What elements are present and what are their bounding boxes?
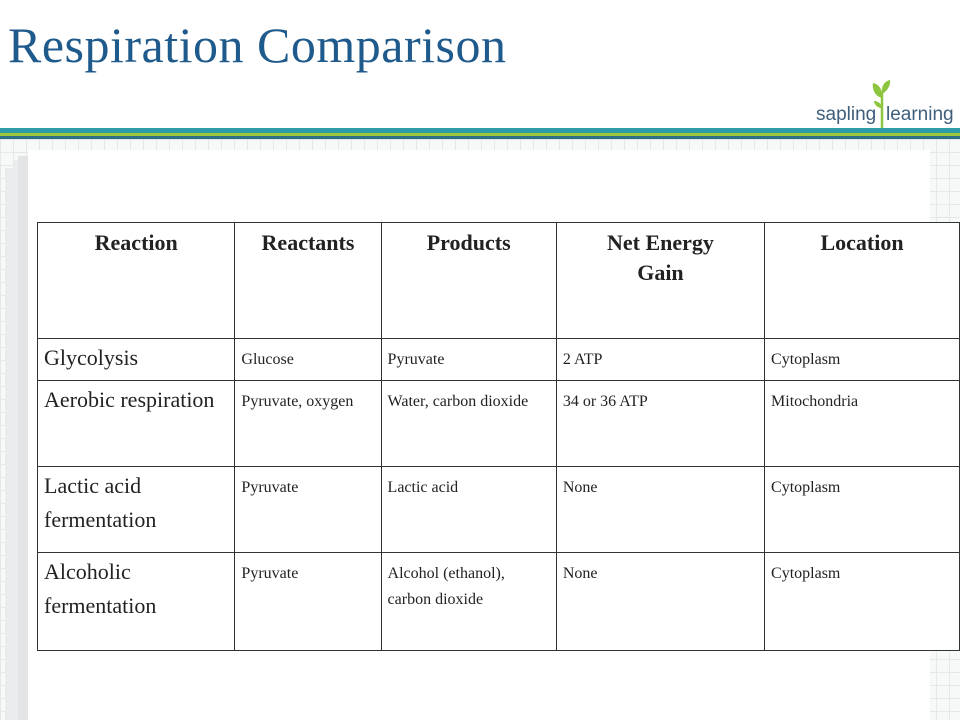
cell-reactants: Pyruvate	[235, 467, 381, 553]
cell-reactants: Pyruvate	[235, 553, 381, 651]
cell-location: Cytoplasm	[765, 339, 960, 381]
table-header-row	[38, 223, 960, 339]
table-row	[38, 467, 960, 553]
cell-reaction: Aerobic respiration	[38, 381, 235, 467]
cell-net-energy: 34 or 36 ATP	[556, 381, 764, 467]
cell-reactants: Glucose	[235, 339, 381, 381]
cell-reactants: Pyruvate, oxygen	[235, 381, 381, 467]
table-row	[38, 381, 960, 467]
logo-word-learning: learning	[886, 104, 954, 125]
cell-location: Cytoplasm	[765, 467, 960, 553]
header-reactants: Reactants	[235, 223, 381, 339]
header-net-energy-gain: Net Energy Gain	[556, 223, 764, 339]
cell-products: Pyruvate	[381, 339, 556, 381]
cell-reaction: Glycolysis	[38, 339, 235, 381]
cell-net-energy: None	[556, 553, 764, 651]
header-location: Location	[765, 223, 960, 339]
cell-location: Cytoplasm	[765, 553, 960, 651]
paper-stack-edge	[5, 168, 19, 720]
cell-net-energy: None	[556, 467, 764, 553]
slide-title: Respiration Comparison	[8, 17, 507, 73]
header-products: Products	[381, 223, 556, 339]
header-reaction: Reaction	[38, 223, 235, 339]
logo-word-sapling: sapling	[816, 104, 877, 125]
cell-products: Lactic acid	[381, 467, 556, 553]
cell-reaction: Alcoholic fermentation	[38, 553, 235, 651]
cell-location: Mitochondria	[765, 381, 960, 467]
cell-products: Alcohol (ethanol), carbon dioxide	[381, 553, 556, 651]
table-row	[38, 339, 960, 381]
cell-reaction: Lactic acid fermentation	[38, 467, 235, 553]
table-row	[38, 553, 960, 651]
cell-products: Water, carbon dioxide	[381, 381, 556, 467]
cell-net-energy: 2 ATP	[556, 339, 764, 381]
sapling-learning-logo	[816, 78, 956, 132]
respiration-comparison-table	[37, 222, 960, 651]
